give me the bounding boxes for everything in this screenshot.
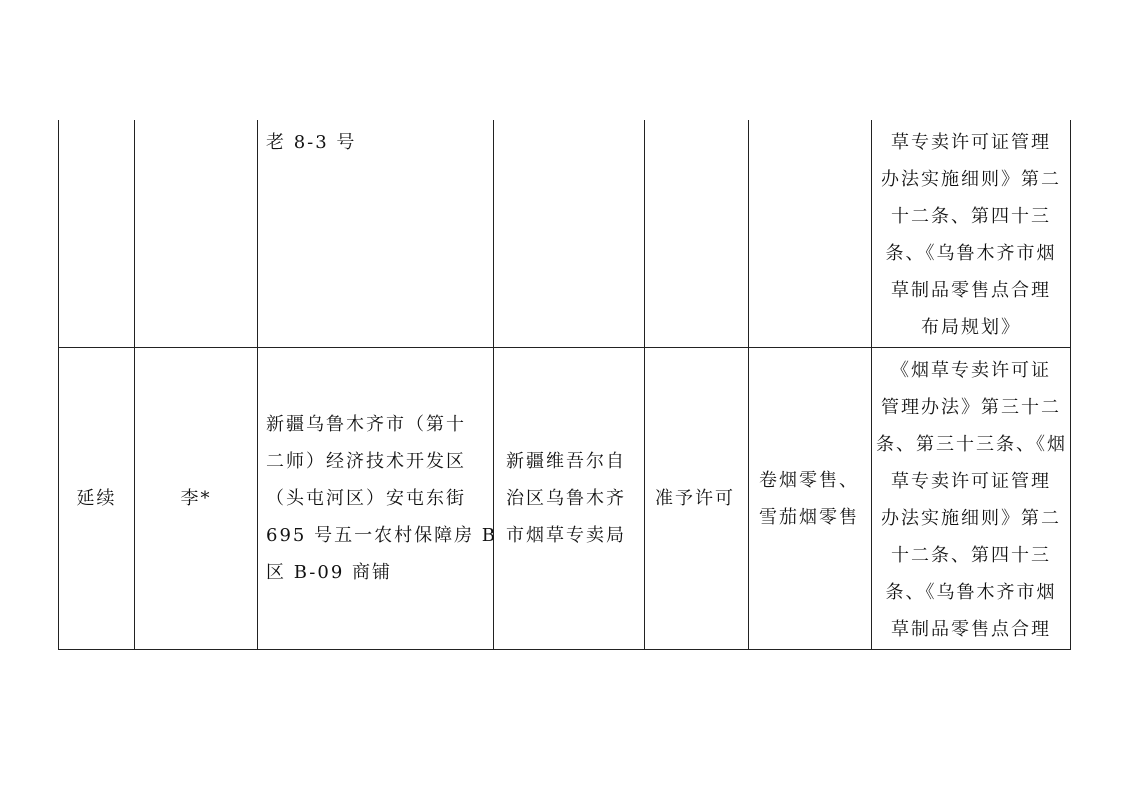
authority-line: 新疆维吾尔自 [506,451,626,472]
address-line: 区 B-09 商铺 [266,562,392,583]
table-row [59,348,1071,650]
authority-line: 市烟草专卖局 [506,525,626,546]
decision-cell: 准予许可 [645,348,749,650]
business-address-cell [258,348,498,650]
basis-line: 草制品零售点合理 [891,280,1051,301]
issuing-authority-cell [494,348,645,650]
basis-line: 草专卖许可证管理 [891,471,1051,492]
basis-line: 布局规划》 [921,317,1021,338]
authority-line: 治区乌鲁木齐 [506,488,626,509]
name-cell-continued [135,120,258,348]
scope-line: 雪茄烟零售 [759,506,859,528]
basis-cell-continued [872,120,1071,348]
basis-line: 十二条、第四十三 [891,206,1051,227]
business-scope-cell [749,348,872,650]
basis-line: 《烟草专卖许可证 [891,360,1051,381]
address-line: 新疆乌鲁木齐市（第十 [266,414,466,435]
basis-line: 条、《乌鲁木齐市烟 [885,582,1057,603]
basis-line: 条、第三十三条、《烟 [876,434,1067,455]
address-tail: 老 8-3 号 [266,132,357,153]
scope-cell-continued [749,120,872,348]
basis-line: 十二条、第四十三 [891,545,1051,566]
address-line: 695 号五一农村保障房 B [266,525,498,546]
address-line: 二师）经济技术开发区 [266,451,466,472]
type-cell-continued [59,120,135,348]
basis-line: 办法实施细则》第二 [881,508,1061,529]
org-cell-continued [494,120,645,348]
license-type-cell: 延续 [59,348,135,650]
legal-basis-cell [872,348,1071,650]
basis-line: 条、《乌鲁木齐市烟 [885,243,1057,264]
permit-table [58,120,1071,650]
basis-line: 办法实施细则》第二 [881,169,1061,190]
basis-line: 草制品零售点合理 [891,619,1051,640]
address-cell-continued [258,120,494,348]
basis-line: 管理办法》第三十二 [881,397,1061,418]
scope-line: 卷烟零售、 [759,469,859,491]
licensee-name-cell: 李* [135,348,258,650]
decision-cell-continued [645,120,749,348]
address-line: （头屯河区）安屯东街 [266,488,466,509]
table-row-continued [59,120,1071,348]
basis-line: 草专卖许可证管理 [891,132,1051,153]
